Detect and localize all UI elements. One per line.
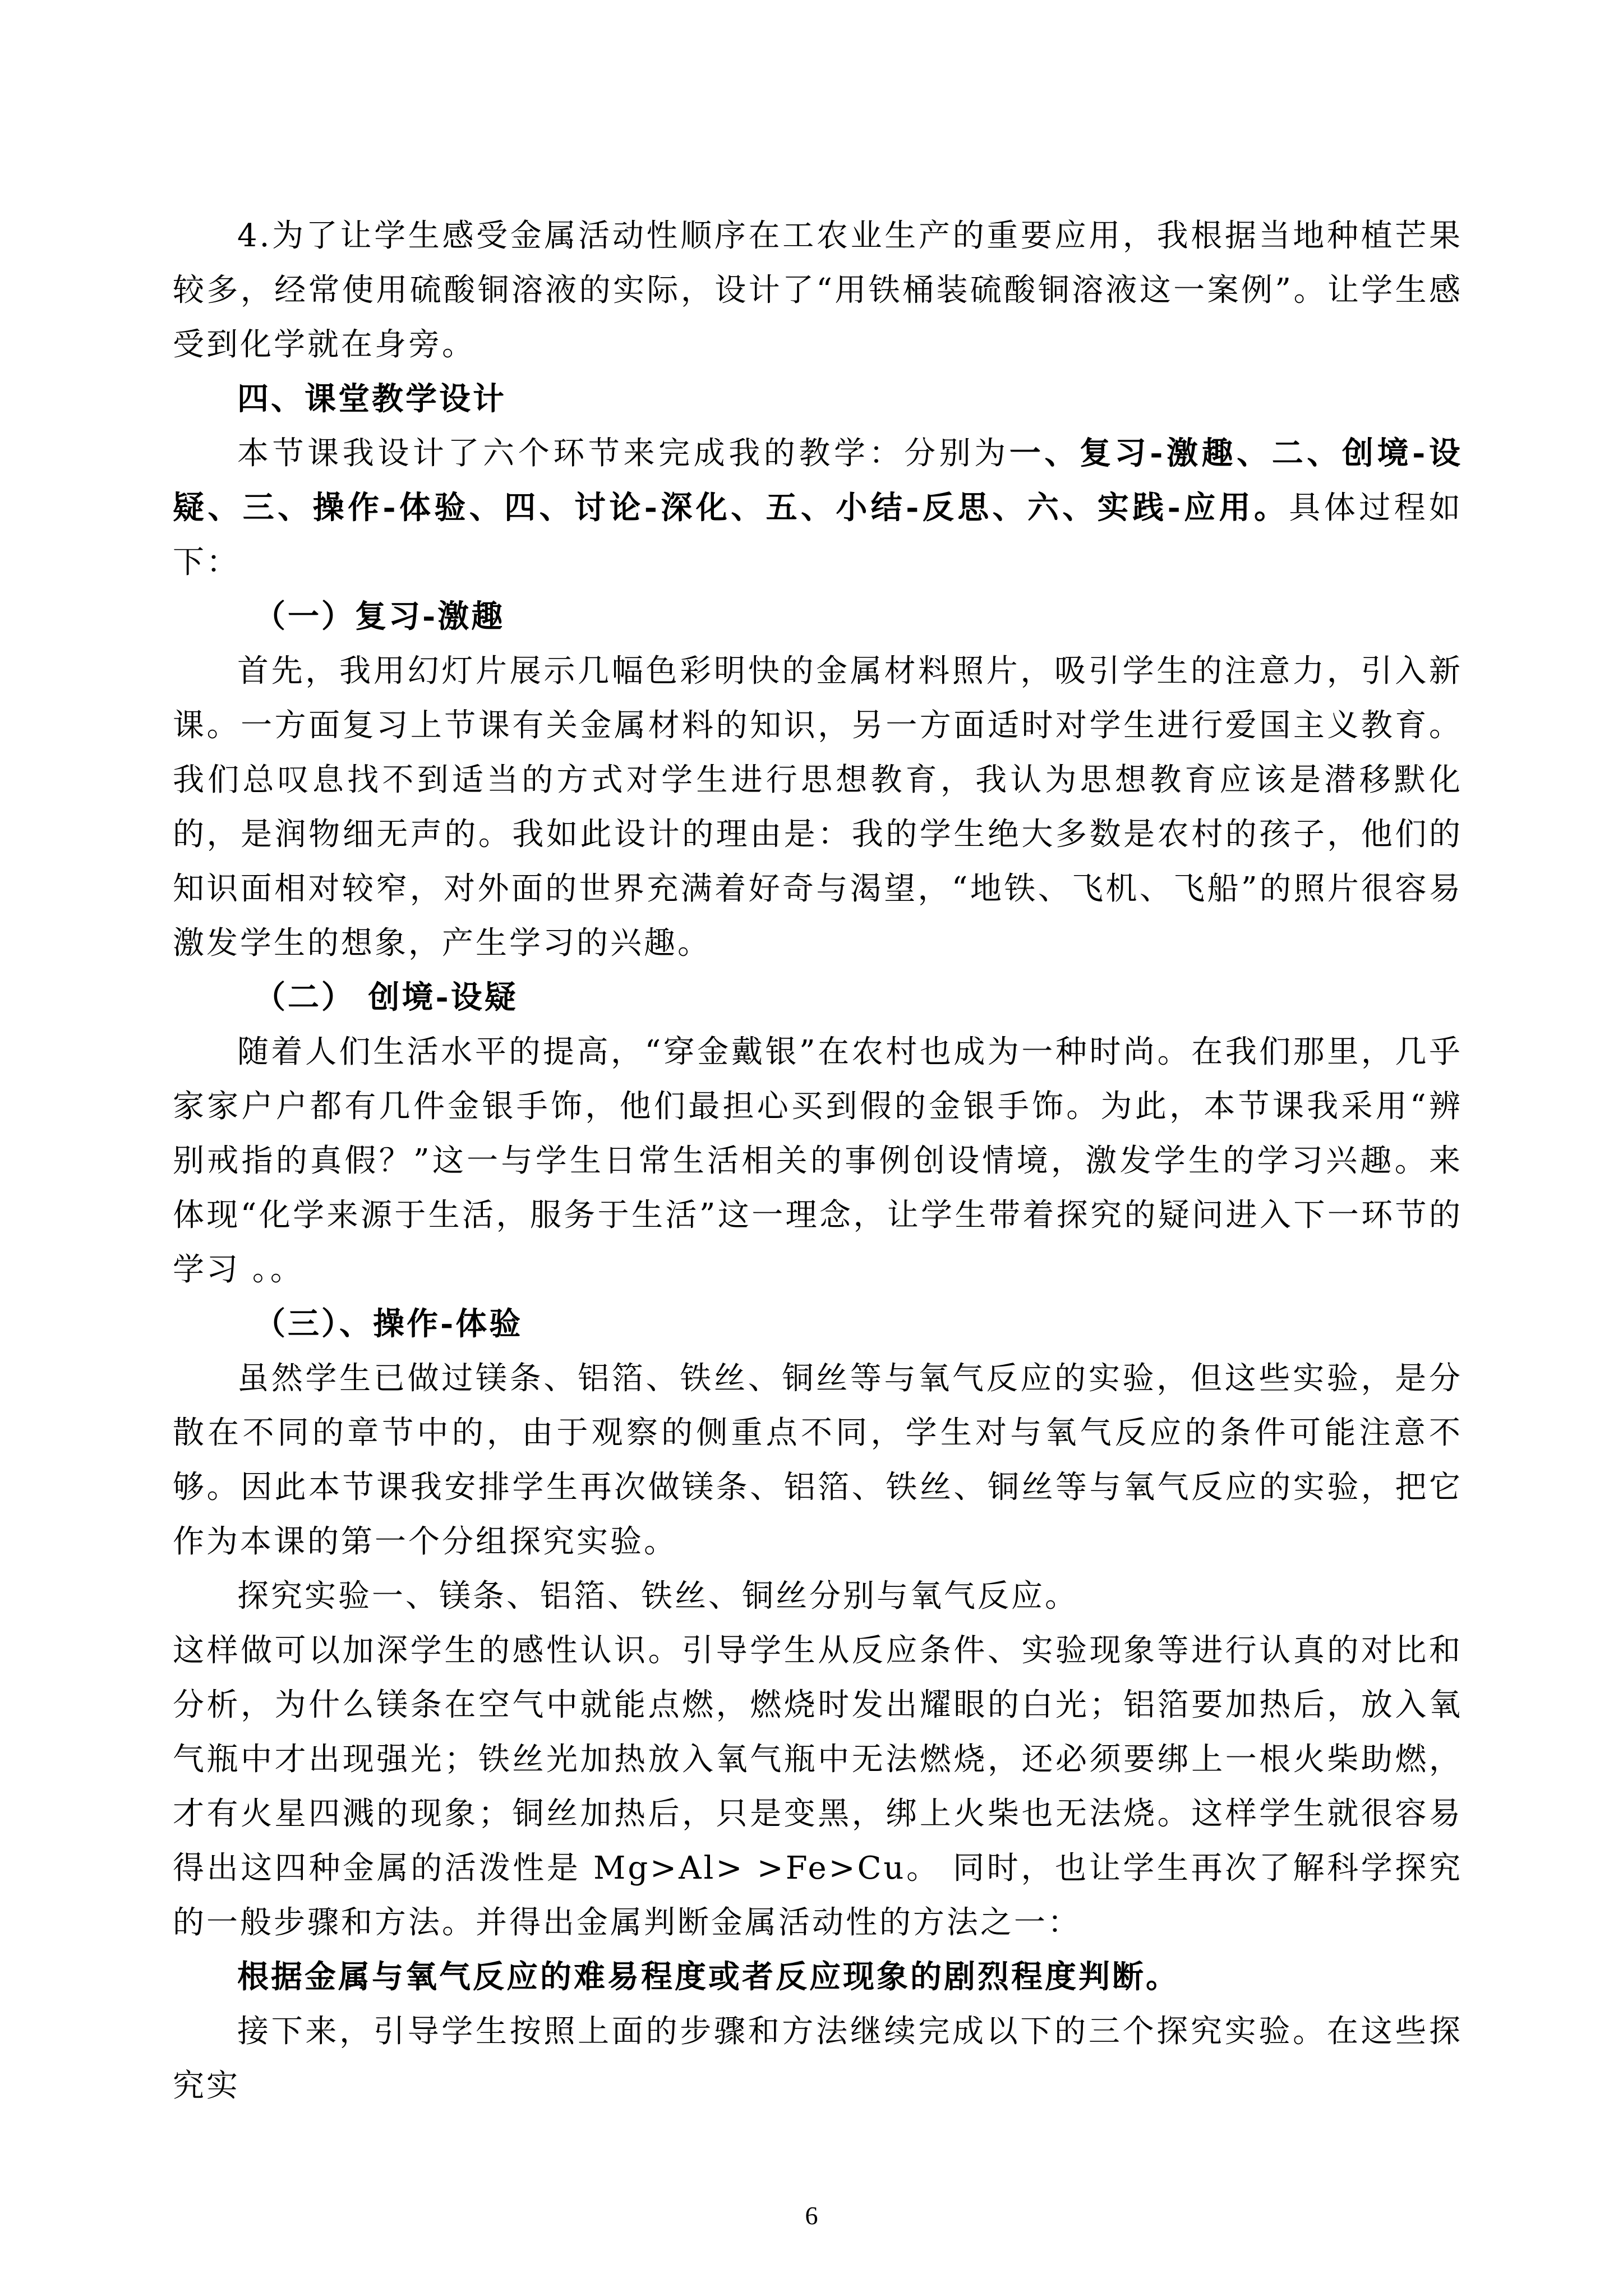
six-stages-lead: 本节课我设计了六个环节来完成我的教学：分别为 bbox=[237, 435, 1009, 472]
paragraph-six-stages bbox=[173, 426, 1463, 590]
subheading-review: （一）复习-激趣 bbox=[254, 598, 505, 635]
section-heading-classroom-design: 四、课堂教学设计 bbox=[237, 380, 506, 417]
paragraph-analysis: 这样做可以加深学生的感性认识。引导学生从反应条件、实验现象等进行认真的对比和分析，为什么镁条在空气中就能点燃，燃烧时发出耀眼的白光；铝箔要加热后，放入氧气瓶中才出现强光；铁丝光加热放入氧气瓶中无法燃烧，还必须要绑上一根火柴助燃，才有火星四溅的现象；铜丝加热后，只是变黑，绑上火柴也无法烧。这样学生就很容易得出这四种金属的活泼性是 Mg>Al> >Fe>Cu。 同时，也让学生再次了解科学探究的一般步骤和方法。并得出金属判断金属活动性的方法之一： bbox=[173, 1632, 1463, 1941]
page-body bbox=[173, 209, 1463, 2113]
six-stages-list: 一、复习-激趣、二、创境-设疑、三、操作-体验、四、讨论-深化、五、小结-反思、六、实践-应用。 bbox=[173, 435, 1463, 526]
paragraph-review: 首先，我用幻灯片展示几幅色彩明快的金属材料照片，吸引学生的注意力，引入新课。一方面复习上节课有关金属材料的知识，另一方面适时对学生进行爱国主义教育。我们总叹息找不到适当的方式对学生进行思想教育，我认为思想教育应该是潜移默化的，是润物细无声的。我如此设计的理由是：我的学生绝大多数是农村的孩子，他们的知识面相对较窄，对外面的世界充满着好奇与渴望，“地铁、飞机、飞船”的照片很容易激发学生的想象，产生学习的兴趣。 bbox=[173, 653, 1463, 961]
page-number: 6 bbox=[805, 2201, 818, 2230]
paragraph-application-example: 4.为了让学生感受金属活动性顺序在工农业生产的重要应用，我根据当地种植芒果较多，经常使用硫酸铜溶液的实际，设计了“用铁桶装硫酸铜溶液这一案例”。让学生感受到化学就在身旁。 bbox=[173, 218, 1463, 363]
paragraph-next-steps: 接下来，引导学生按照上面的步骤和方法继续完成以下的三个探究实验。在这些探究实 bbox=[173, 2013, 1463, 2104]
paragraph-scenario: 随着人们生活水平的提高，“穿金戴银”在农村也成为一种时尚。在我们那里，几乎家家户户都有几件金银手饰，他们最担心买到假的金银手饰。为此，本节课我采用“辨别戒指的真假？”这一与学生日常生活相关的事例创设情境，激发学生的学习兴趣。来体现“化学来源于生活，服务于生活”这一理念，让学生带着探究的疑问进入下一环节的学习 。。 bbox=[173, 1034, 1463, 1288]
subheading-operation: （三）、操作-体验 bbox=[254, 1305, 523, 1342]
paragraph-operation: 虽然学生已做过镁条、铝箔、铁丝、铜丝等与氧气反应的实验，但这些实验，是分散在不同的章节中的，由于观察的侧重点不同，学生对与氧气反应的条件可能注意不够。因此本节课我安排学生再次做镁条、铝箔、铁丝、铜丝等与氧气反应的实验，把它作为本课的第一个分组探究实验。 bbox=[173, 1360, 1463, 1560]
paragraph-conclusion: 根据金属与氧气反应的难易程度或者反应现象的剧烈程度判断。 bbox=[237, 1958, 1179, 1995]
six-stages-tail: 具体过程如下： bbox=[173, 490, 1463, 581]
subheading-scenario: （二） 创境-设疑 bbox=[254, 979, 518, 1016]
paragraph-experiment-one: 探究实验一、镁条、铝箔、铁丝、铜丝分别与氧气反应。 bbox=[237, 1578, 1078, 1614]
